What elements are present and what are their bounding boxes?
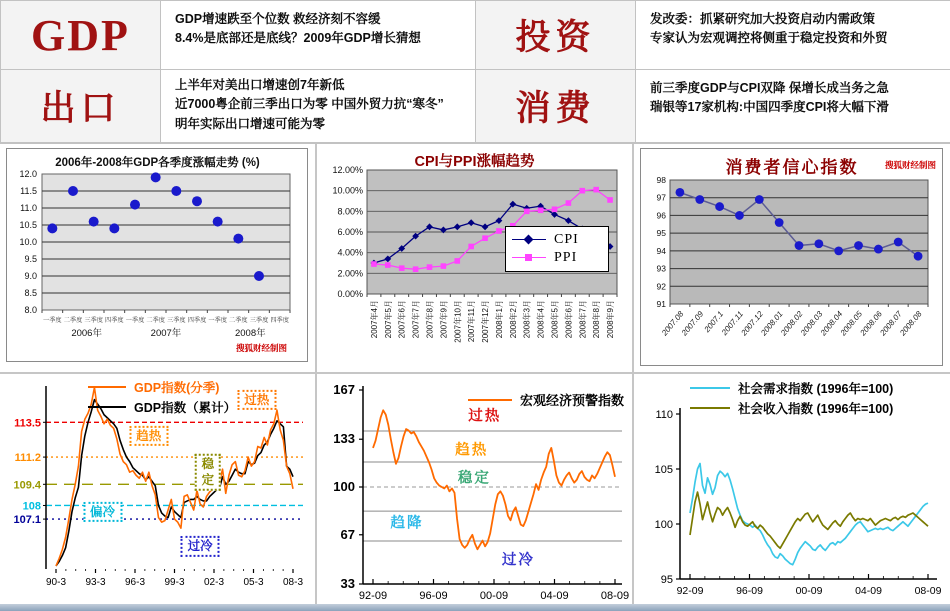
svg-text:2008年6月: 2008年6月 <box>564 300 574 339</box>
gdp-section-title: GDP <box>31 10 130 60</box>
legend-label-quarterly: GDP指数(分季) <box>134 381 220 395</box>
svg-text:一季度: 一季度 <box>208 317 227 324</box>
svg-text:10.0: 10.0 <box>19 237 37 247</box>
headline-link[interactable]: 前三季度GDP与CPI双降 保增长成当务之急 <box>650 81 889 95</box>
cumulative-line-icon <box>88 402 126 412</box>
legend-label-cpi: CPI <box>554 232 579 247</box>
panel-consumer-confidence <box>634 144 950 372</box>
section-label-export <box>1 70 160 142</box>
svg-text:96: 96 <box>656 210 666 221</box>
svg-text:93: 93 <box>656 263 666 274</box>
svg-text:2007.08: 2007.08 <box>659 309 686 338</box>
svg-text:2008.03: 2008.03 <box>798 309 825 338</box>
svg-text:11.5: 11.5 <box>20 186 37 196</box>
svg-text:2008.04: 2008.04 <box>818 309 845 338</box>
legend-entry-demand <box>690 379 893 397</box>
headline-link[interactable]: 近7000粤企前三季出口为零 中国外贸力抗“寒冬” <box>175 97 444 112</box>
zone-label: 过热 <box>468 408 502 425</box>
svg-text:2008.05: 2008.05 <box>838 309 865 338</box>
svg-text:100: 100 <box>333 479 355 494</box>
svg-text:二季度: 二季度 <box>63 317 83 324</box>
svg-text:95: 95 <box>656 228 666 239</box>
legend-entry-income <box>690 399 893 417</box>
investment-headlines <box>636 1 950 69</box>
svg-text:2008.02: 2008.02 <box>779 309 805 338</box>
demand-line-icon <box>690 383 730 393</box>
svg-text:110: 110 <box>655 409 673 421</box>
svg-text:92-09: 92-09 <box>676 585 704 597</box>
svg-text:2007.09: 2007.09 <box>679 309 706 338</box>
zone-label: 偏冷 <box>83 501 122 521</box>
svg-text:08-3: 08-3 <box>282 577 304 588</box>
svg-text:2008.06: 2008.06 <box>858 309 884 338</box>
zone-label: 趋降 <box>390 515 424 532</box>
svg-text:三季度: 三季度 <box>249 317 269 324</box>
charts-grid <box>0 144 950 611</box>
headline-link[interactable]: 发改委：抓紧研究加大投资启动内需政策 <box>650 12 876 26</box>
consumption-headlines <box>636 70 950 142</box>
legend-label-cumulative: GDP指数（累计） <box>134 401 237 415</box>
svg-text:109.4: 109.4 <box>13 479 41 492</box>
svg-text:94: 94 <box>656 245 666 256</box>
svg-text:8.0: 8.0 <box>24 305 37 315</box>
svg-text:04-09: 04-09 <box>855 585 882 597</box>
svg-text:04-09: 04-09 <box>540 590 569 602</box>
svg-text:10.5: 10.5 <box>19 220 37 230</box>
svg-text:2007年7月: 2007年7月 <box>411 300 421 339</box>
svg-text:2008.08: 2008.08 <box>898 309 924 338</box>
svg-text:四季度: 四季度 <box>105 317 124 324</box>
svg-text:8.00%: 8.00% <box>337 206 363 217</box>
consumer-confidence-chart <box>634 144 949 372</box>
headline-link[interactable]: 明年实际出口增速可能为零 <box>175 116 326 131</box>
zone-label: 过热 <box>237 389 276 409</box>
svg-text:08-09: 08-09 <box>600 590 630 602</box>
consumption-section-title: 消费 <box>515 89 596 128</box>
social-index-legend <box>690 379 893 417</box>
svg-text:00-09: 00-09 <box>479 590 509 602</box>
svg-text:67: 67 <box>340 526 355 542</box>
svg-text:2008.07: 2008.07 <box>878 309 904 338</box>
svg-text:四季度: 四季度 <box>270 317 289 324</box>
section-label-gdp <box>1 1 160 69</box>
svg-text:05-3: 05-3 <box>243 577 264 588</box>
svg-text:2007年6月: 2007年6月 <box>397 300 407 339</box>
svg-text:107.1: 107.1 <box>13 514 41 527</box>
svg-text:2007年4月: 2007年4月 <box>369 300 379 339</box>
svg-text:2007.11: 2007.11 <box>719 309 745 337</box>
headline-link[interactable]: 专家认为宏观调控将侧重于稳定投资和外贸 <box>650 31 888 46</box>
headline-link[interactable]: GDP增速跌至个位数 救经济刻不容缓 <box>175 12 381 26</box>
confidence-chart-title: 消费者信心指数 <box>725 158 859 177</box>
svg-text:三季度: 三季度 <box>84 317 103 324</box>
legend-entry-cpi <box>512 232 602 248</box>
legend-label-income: 社会收入指数 (1996年=100) <box>738 402 894 416</box>
svg-text:2007年5月: 2007年5月 <box>383 300 393 339</box>
gdp-headlines <box>161 1 475 69</box>
svg-text:108: 108 <box>22 500 41 513</box>
svg-text:一季度: 一季度 <box>43 317 62 324</box>
svg-text:133: 133 <box>333 431 355 447</box>
legend-label-ppi: PPI <box>554 250 578 265</box>
legend-label-demand: 社会需求指数 (1996年=100) <box>738 382 894 396</box>
svg-text:99-3: 99-3 <box>164 577 185 588</box>
investment-section-title: 投资 <box>515 18 596 57</box>
headline-link[interactable]: 瑞银等17家机构:中国四季度CPI将大幅下滑 <box>650 100 889 115</box>
svg-text:9.0: 9.0 <box>24 271 37 281</box>
panel-warning-index <box>317 374 632 611</box>
svg-text:2008.01: 2008.01 <box>759 309 785 338</box>
svg-text:02-3: 02-3 <box>203 577 225 588</box>
headline-link[interactable]: 上半年对美出口增速创7年新低 <box>175 78 345 92</box>
svg-text:2007年12月: 2007年12月 <box>481 300 491 343</box>
warning-line-icon <box>468 395 512 405</box>
svg-text:2.00%: 2.00% <box>337 268 363 279</box>
chart-credit: 搜狐财经制图 <box>884 160 936 170</box>
quarterly-line-icon <box>88 382 126 392</box>
chart-credit: 搜狐财经制图 <box>235 343 287 353</box>
cpi-line-marker-icon <box>512 235 546 245</box>
section-label-investment <box>476 1 635 69</box>
svg-text:2008年2月: 2008年2月 <box>508 300 518 339</box>
svg-text:90-3: 90-3 <box>45 577 67 588</box>
gdp-index-legend <box>88 378 236 416</box>
gdp-chart-title: 2006年-2008年GDP各季度涨幅走势 (%) <box>55 157 260 169</box>
svg-text:2007.12: 2007.12 <box>739 309 765 338</box>
cpi-ppi-legend <box>505 226 609 272</box>
cpi-ppi-chart-title: CPI与PPI涨幅趋势 <box>414 154 535 170</box>
svg-text:2008年7月: 2008年7月 <box>578 300 588 339</box>
legend-label-warning: 宏观经济预警指数 <box>519 393 624 408</box>
svg-text:96-3: 96-3 <box>124 577 146 588</box>
svg-text:00-09: 00-09 <box>795 585 823 597</box>
headline-link[interactable]: 8.4%是底部还是底线？2009年GDP增长猜想 <box>175 31 421 46</box>
zone-label: 过冷 <box>181 536 220 556</box>
svg-text:100: 100 <box>654 519 673 531</box>
zone-label: 趋热 <box>455 442 489 459</box>
svg-text:二季度: 二季度 <box>229 317 248 324</box>
svg-text:2007年11月: 2007年11月 <box>467 300 477 343</box>
svg-text:2007年: 2007年 <box>150 328 182 339</box>
section-label-consumption <box>476 70 635 142</box>
svg-text:10.00%: 10.00% <box>332 185 363 196</box>
svg-text:167: 167 <box>333 382 355 397</box>
svg-text:0.00%: 0.00% <box>337 289 363 299</box>
zone-label: 过冷 <box>501 552 535 569</box>
legend-entry-cumulative <box>88 398 236 416</box>
svg-text:96-09: 96-09 <box>419 590 448 602</box>
svg-text:12.00%: 12.00% <box>332 165 363 175</box>
bottom-window-strip <box>0 604 950 611</box>
svg-text:2008年4月: 2008年4月 <box>536 300 546 339</box>
svg-text:97: 97 <box>656 192 666 203</box>
svg-text:111.2: 111.2 <box>14 452 41 465</box>
panel-gdp-quarterly <box>0 144 315 372</box>
svg-text:二季度: 二季度 <box>146 317 165 324</box>
svg-text:2007.1: 2007.1 <box>702 309 726 335</box>
svg-text:08-09: 08-09 <box>914 585 942 597</box>
svg-text:92-09: 92-09 <box>358 590 388 602</box>
svg-text:8.5: 8.5 <box>24 288 37 298</box>
svg-text:95: 95 <box>660 574 673 586</box>
panel-gdp-index <box>0 374 315 611</box>
svg-text:2007年10月: 2007年10月 <box>453 300 463 343</box>
svg-text:2007年8月: 2007年8月 <box>425 300 435 339</box>
zone-label: 稳 定 <box>195 454 222 491</box>
svg-text:2008年3月: 2008年3月 <box>522 300 532 339</box>
svg-text:113.5: 113.5 <box>14 417 41 430</box>
svg-text:三季度: 三季度 <box>167 317 186 324</box>
svg-text:98: 98 <box>656 175 666 185</box>
income-line-icon <box>690 403 730 413</box>
svg-text:四季度: 四季度 <box>187 317 207 324</box>
svg-text:2008年5月: 2008年5月 <box>550 300 560 339</box>
gdp-quarterly-chart <box>0 144 315 372</box>
svg-text:2008年: 2008年 <box>234 328 266 339</box>
svg-text:2008年1月: 2008年1月 <box>494 300 504 339</box>
ppi-line-marker-icon <box>512 253 546 263</box>
svg-text:2008年9月: 2008年9月 <box>606 300 616 339</box>
legend-entry-ppi <box>512 250 602 266</box>
svg-text:96-09: 96-09 <box>736 585 763 597</box>
headline-grid <box>0 0 950 144</box>
panel-cpi-ppi <box>317 144 632 372</box>
svg-text:2007年9月: 2007年9月 <box>439 300 449 339</box>
svg-text:91: 91 <box>656 299 666 309</box>
export-section-title: 出口 <box>40 89 121 128</box>
zone-label: 稳定 <box>457 470 491 487</box>
svg-text:105: 105 <box>654 464 673 476</box>
svg-text:92: 92 <box>656 281 666 292</box>
svg-text:6.00%: 6.00% <box>337 227 363 237</box>
svg-text:93-3: 93-3 <box>85 577 106 588</box>
svg-text:2008年8月: 2008年8月 <box>592 300 602 339</box>
svg-text:11.0: 11.0 <box>20 203 37 213</box>
svg-text:4.00%: 4.00% <box>337 247 363 258</box>
svg-text:33: 33 <box>340 576 355 591</box>
panel-social-index <box>634 374 950 611</box>
legend-entry-quarterly <box>88 378 236 396</box>
svg-text:一季度: 一季度 <box>125 317 145 324</box>
svg-text:9.5: 9.5 <box>24 254 37 264</box>
svg-text:2006年: 2006年 <box>71 328 102 339</box>
export-headlines <box>161 70 475 142</box>
svg-text:12.0: 12.0 <box>19 169 37 179</box>
zone-label: 趋热 <box>129 426 168 446</box>
